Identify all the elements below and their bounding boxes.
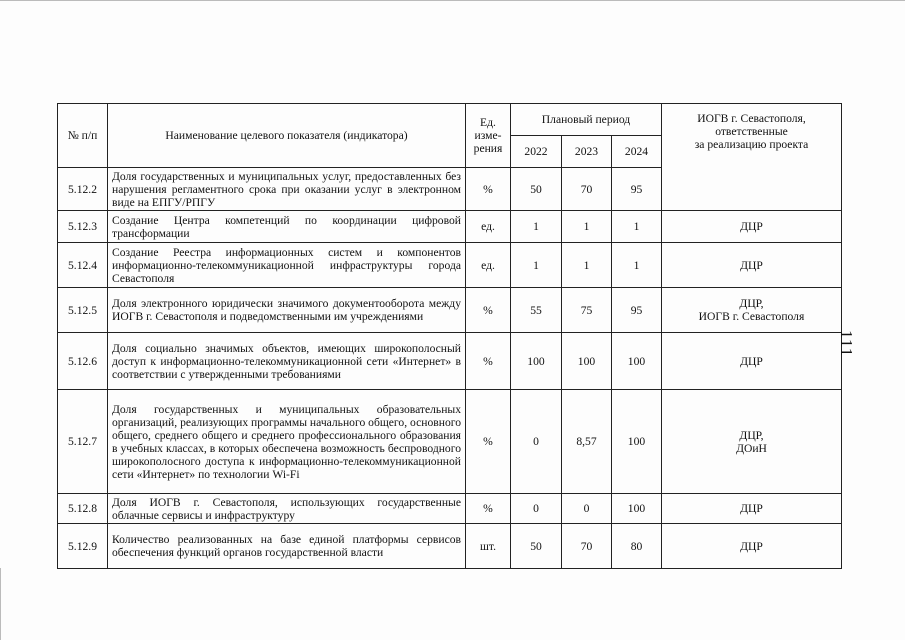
row-unit: шт. [466,524,511,569]
table-row [58,333,842,390]
row-name: Количество реализованных на базе единой платформы сервисов обеспечения функций органов государственной власти [108,524,466,569]
row-responsible: ДЦР [662,243,842,288]
row-name: Доля государственных и муниципальных образовательных организаций, реализующих программы начального общего, основного общего, среднего общего и среднего профессионального образования в учебных классах, в которых обеспечена возможность беспроводного широкополосного доступа к информационно-телекоммуникационной сети «Интернет» по технологии Wi-Fi [108,390,466,494]
row-num: 5.12.3 [58,211,108,243]
row-num: 5.12.5 [58,288,108,333]
header-row [58,104,842,136]
row-2023: 75 [562,288,612,333]
row-num: 5.12.7 [58,390,108,494]
row-2022: 0 [511,390,562,494]
row-name: Доля ИОГВ г. Севастополя, использующих государственные облачные сервисы и инфраструктуру [108,494,466,524]
row-2022: 0 [511,494,562,524]
row-unit: ед. [466,243,511,288]
row-num: 5.12.2 [58,168,108,211]
row-2024: 100 [612,390,662,494]
row-2022: 50 [511,524,562,569]
header-num: № п/п [58,104,108,168]
row-unit: % [466,288,511,333]
table-row [58,390,842,494]
header-unit: Ед. изме- рения [466,104,511,168]
row-unit: % [466,390,511,494]
row-2022: 1 [511,211,562,243]
row-num: 5.12.4 [58,243,108,288]
row-2024: 1 [612,243,662,288]
row-num: 5.12.8 [58,494,108,524]
header-plan-period: Плановый период [511,104,662,136]
row-num: 5.12.9 [58,524,108,569]
row-2022: 55 [511,288,562,333]
row-name: Доля электронного юридически значимого документооборота между ИОГВ г. Севастополя и подведомственными им учреждениями [108,288,466,333]
row-2023: 8,57 [562,390,612,494]
row-2023: 70 [562,168,612,211]
row-name: Создание Центра компетенций по координации цифровой трансформации [108,211,466,243]
row-num: 5.12.6 [58,333,108,390]
table-row [58,243,842,288]
row-2023: 100 [562,333,612,390]
row-2022: 100 [511,333,562,390]
row-unit: ед. [466,211,511,243]
row-responsible: ДЦР, ИОГВ г. Севастополя [662,288,842,333]
row-responsible: ДЦР [662,333,842,390]
header-year-2022: 2022 [511,136,562,168]
row-responsible: ДЦР [662,524,842,569]
header-year-2023: 2023 [562,136,612,168]
row-2024: 95 [612,288,662,333]
row-2022: 50 [511,168,562,211]
scan-edge-left [0,568,1,640]
row-name: Доля государственных и муниципальных услуг, предоставленных без нарушения регламентного срока при оказании услуг в электронном виде на ЕПГУ/РПГУ [108,168,466,211]
page-number: 111 [837,330,856,358]
table-row [58,288,842,333]
row-2023: 0 [562,494,612,524]
row-2024: 100 [612,494,662,524]
row-responsible: ДЦР [662,211,842,243]
row-2024: 100 [612,333,662,390]
header-responsible: ИОГВ г. Севастополя, ответственные за реализацию проекта [662,104,842,211]
header-name: Наименование целевого показателя (индикатора) [108,104,466,168]
table-row [58,494,842,524]
row-unit: % [466,333,511,390]
row-unit: % [466,494,511,524]
row-2023: 1 [562,243,612,288]
scan-edge-top [0,0,905,1]
row-2024: 95 [612,168,662,211]
row-unit: % [466,168,511,211]
row-responsible: ДЦР [662,494,842,524]
indicators-table [57,103,842,569]
row-responsible: ДЦР, ДОиН [662,390,842,494]
row-name: Доля социально значимых объектов, имеющих широкополосный доступ к информационно-телекоммуникационной сети «Интернет» в соответствии с утвержденными требованиями [108,333,466,390]
row-2022: 1 [511,243,562,288]
row-name: Создание Реестра информационных систем и компонентов информационно-телекоммуникационной инфраструктуры города Севастополя [108,243,466,288]
table-row [58,211,842,243]
row-2024: 1 [612,211,662,243]
table-row [58,524,842,569]
row-2024: 80 [612,524,662,569]
header-year-2024: 2024 [612,136,662,168]
row-2023: 70 [562,524,612,569]
row-2023: 1 [562,211,612,243]
